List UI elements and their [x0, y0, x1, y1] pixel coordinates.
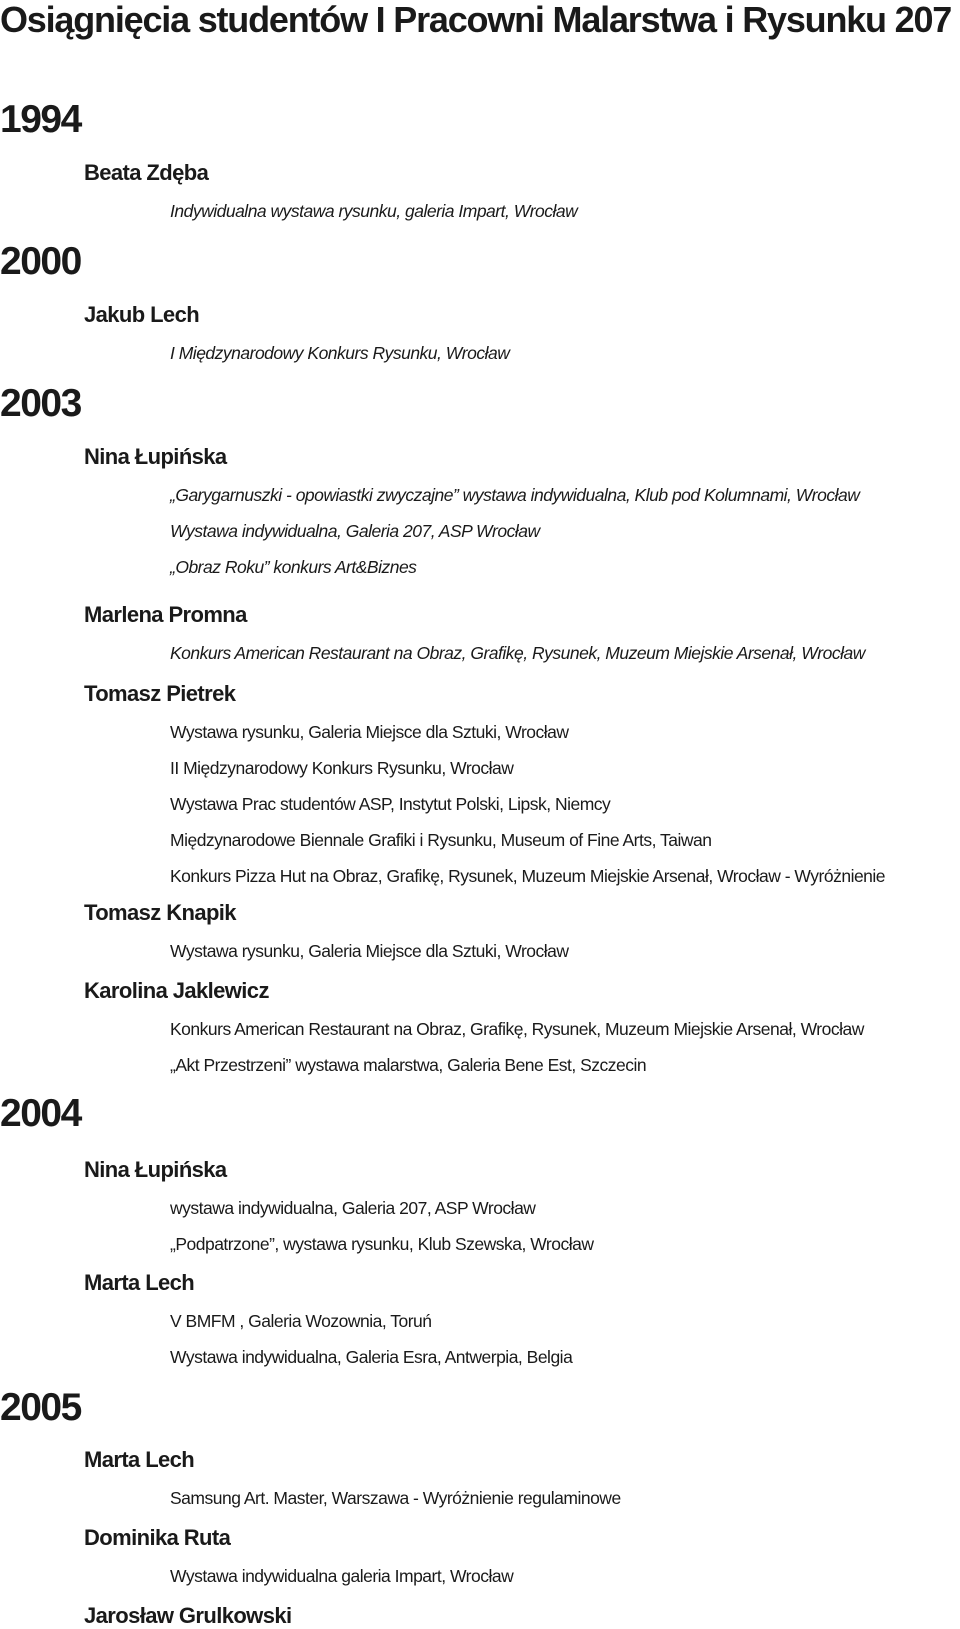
achievement-item: Wystawa Prac studentów ASP, Instytut Polski, Lipsk, Niemcy: [170, 794, 611, 814]
year-heading: 1994: [0, 98, 81, 141]
achievement-item: wystawa indywidualna, Galeria 207, ASP Wrocław: [170, 1198, 536, 1218]
student-name: Jarosław Grulkowski: [84, 1603, 292, 1628]
achievement-item: Konkurs American Restaurant na Obraz, Grafikę, Rysunek, Muzeum Miejskie Arsenał, Wrocław: [170, 643, 865, 663]
year-heading: 2005: [0, 1386, 81, 1429]
student-name: Nina Łupińska: [84, 1157, 227, 1182]
student-name: Dominika Ruta: [84, 1525, 231, 1550]
year-heading: 2004: [0, 1092, 81, 1135]
achievement-item: Wystawa indywidualna galeria Impart, Wrocław: [170, 1566, 514, 1586]
student-name: Beata Zdęba: [84, 160, 209, 185]
achievement-item: Międzynarodowe Biennale Grafiki i Rysunku, Museum of Fine Arts, Taiwan: [170, 830, 712, 850]
student-name: Jakub Lech: [84, 302, 200, 327]
achievement-item: Wystawa indywidualna, Galeria 207, ASP Wrocław: [170, 521, 540, 541]
page-title: Osiągnięcia studentów I Pracowni Malarstwa i Rysunku 207: [0, 0, 952, 40]
achievement-item: V BMFM , Galeria Wozownia, Toruń: [170, 1311, 432, 1331]
student-name: Marta Lech: [84, 1270, 195, 1295]
year-heading: 2003: [0, 382, 81, 425]
achievement-item: Indywidualna wystawa rysunku, galeria Impart, Wrocław: [170, 201, 578, 221]
student-name: Nina Łupińska: [84, 444, 227, 469]
year-heading: 2000: [0, 240, 81, 283]
student-name: Marlena Promna: [84, 602, 247, 627]
achievement-item: Konkurs Pizza Hut na Obraz, Grafikę, Rysunek, Muzeum Miejskie Arsenał, Wrocław - Wyróżnienie: [170, 866, 886, 886]
achievement-item: Wystawa indywidualna, Galeria Esra, Antwerpia, Belgia: [170, 1347, 573, 1367]
student-name: Tomasz Knapik: [84, 900, 236, 925]
achievement-item: I Międzynarodowy Konkurs Rysunku, Wrocław: [170, 343, 510, 363]
achievement-item: Wystawa rysunku, Galeria Miejsce dla Sztuki, Wrocław: [170, 722, 569, 742]
student-name: Tomasz Pietrek: [84, 681, 236, 706]
achievement-item: Konkurs American Restaurant na Obraz, Grafikę, Rysunek, Muzeum Miejskie Arsenał, Wrocław: [170, 1019, 864, 1039]
student-name: Karolina Jaklewicz: [84, 978, 269, 1003]
achievement-item: „Obraz Roku” konkurs Art&Biznes: [170, 557, 417, 577]
student-name: Marta Lech: [84, 1447, 195, 1472]
achievement-item: „Akt Przestrzeni” wystawa malarstwa, Galeria Bene Est, Szczecin: [170, 1055, 647, 1075]
achievement-item: II Międzynarodowy Konkurs Rysunku, Wrocław: [170, 758, 514, 778]
achievement-item: „Garygarnuszki - opowiastki zwyczajne” wystawa indywidualna, Klub pod Kolumnami, Wrocław: [170, 485, 860, 505]
achievement-item: Samsung Art. Master, Warszawa - Wyróżnienie regulaminowe: [170, 1488, 621, 1508]
achievement-item: „Podpatrzone”, wystawa rysunku, Klub Szewska, Wrocław: [170, 1234, 594, 1254]
achievement-item: Wystawa rysunku, Galeria Miejsce dla Sztuki, Wrocław: [170, 941, 569, 961]
